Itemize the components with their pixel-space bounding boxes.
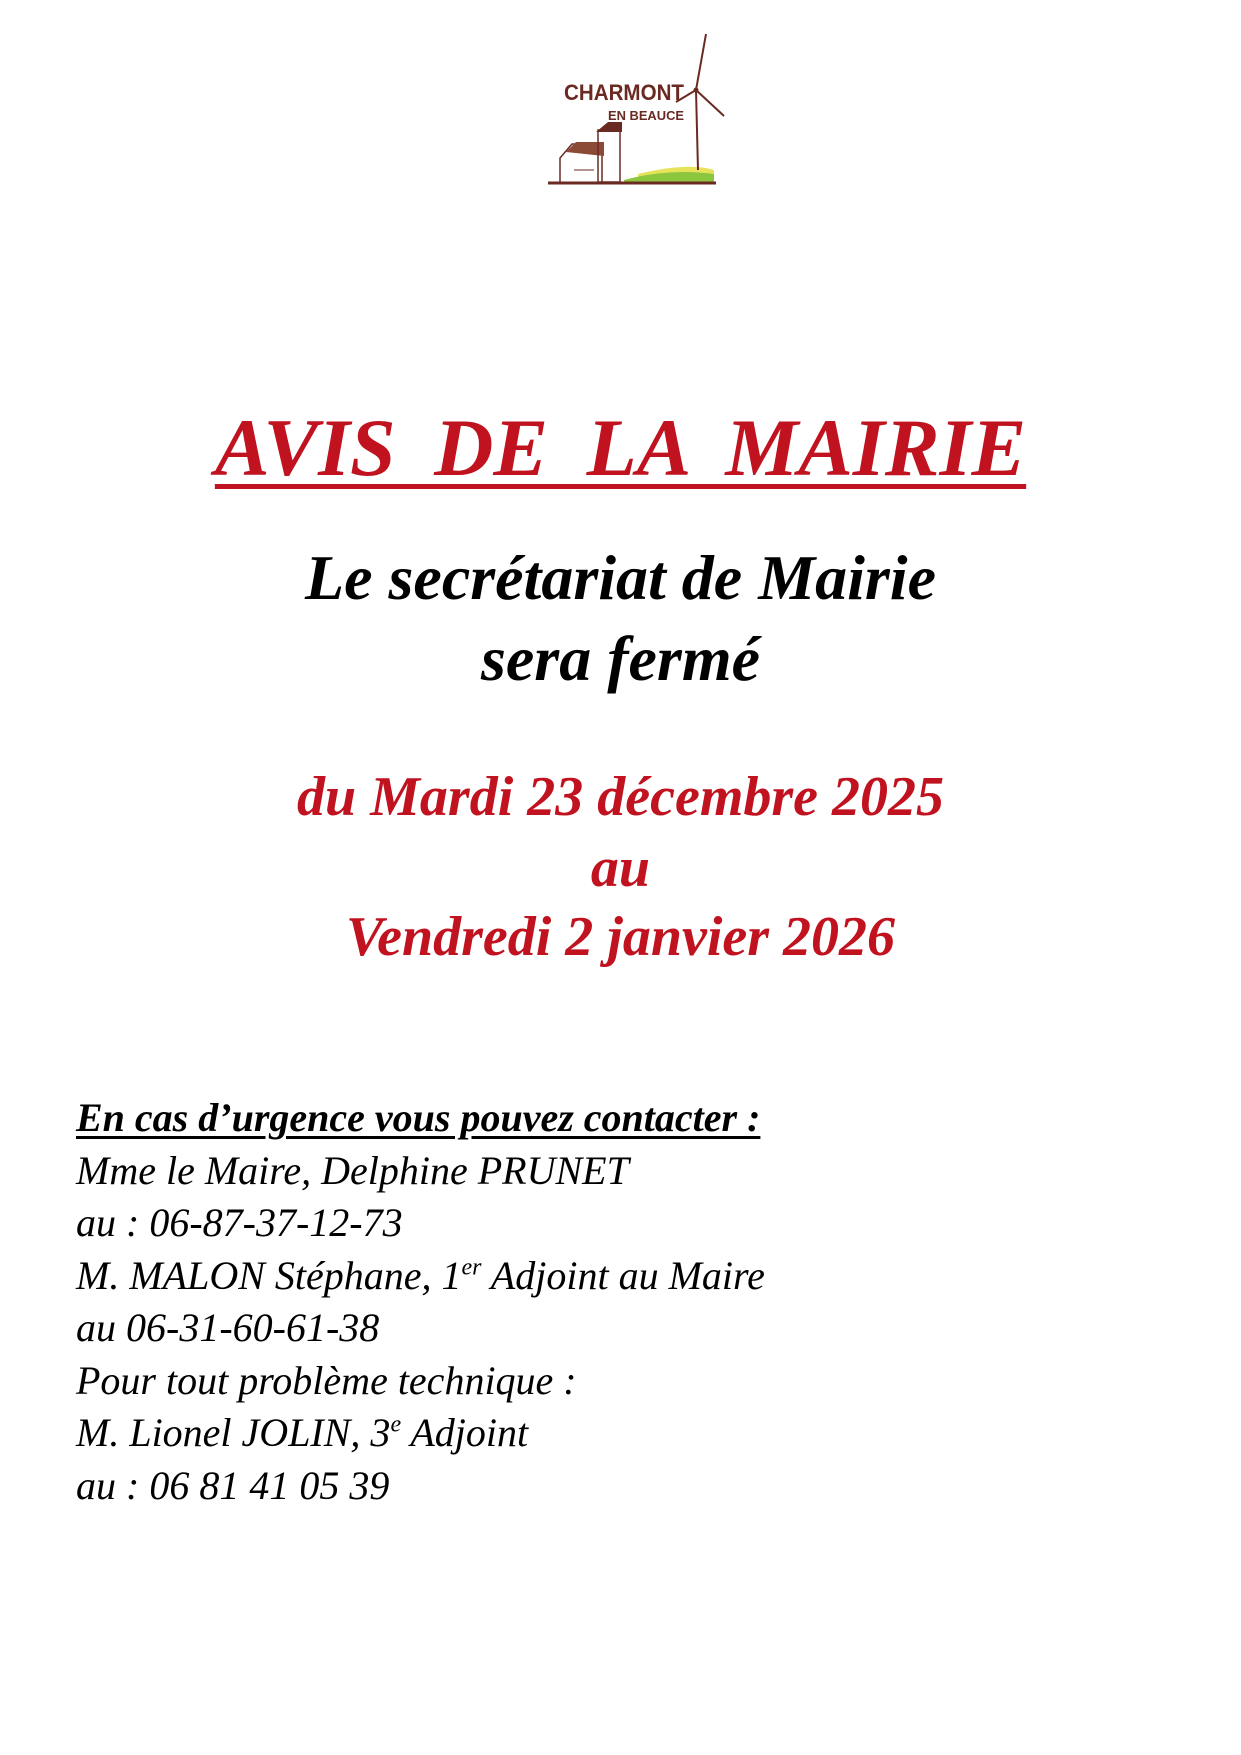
notice-title bbox=[0, 398, 1241, 498]
date-connector: au bbox=[590, 837, 651, 899]
subtitle-line1: Le secrétariat de Mairie bbox=[305, 542, 936, 613]
mayor-name: Mme le Maire, Delphine PRUNET bbox=[76, 1147, 629, 1193]
notice-title-text: AVIS DE LA MAIRIE bbox=[214, 402, 1027, 493]
contacts-block bbox=[76, 1092, 1176, 1512]
technical-heading: Pour tout problème technique : bbox=[76, 1357, 577, 1403]
subtitle-line2: sera fermé bbox=[480, 623, 761, 694]
deputy1-name bbox=[76, 1250, 1176, 1303]
deputy3-ordinal: e bbox=[390, 1411, 402, 1438]
contacts-heading: En cas d’urgence vous pouvez contacter : bbox=[76, 1095, 761, 1140]
date-start: du Mardi 23 décembre 2025 bbox=[296, 766, 945, 828]
mayor-phone: au : 06-87-37-12-73 bbox=[76, 1200, 403, 1245]
deputy1-name-post: Adjoint au Maire bbox=[481, 1252, 765, 1298]
deputy3-phone: au : 06 81 41 05 39 bbox=[76, 1462, 390, 1508]
deputy1-ordinal: er bbox=[461, 1254, 482, 1281]
logo-line2: EN BEAUCE bbox=[608, 108, 685, 123]
date-end: Vendredi 2 janvier 2026 bbox=[345, 906, 896, 968]
charmont-logo bbox=[538, 24, 758, 194]
windmill-house-logo-icon bbox=[538, 24, 758, 194]
deputy3-name bbox=[76, 1407, 1176, 1460]
deputy1-phone: au 06-31-60-61-38 bbox=[76, 1305, 380, 1350]
deputy3-name-post: Adjoint bbox=[401, 1410, 529, 1455]
deputy3-name-pre: M. Lionel JOLIN, 3 bbox=[76, 1410, 391, 1455]
logo-line1: CHARMONT bbox=[564, 80, 685, 105]
deputy1-name-pre: M. MALON Stéphane, 1 bbox=[76, 1252, 462, 1298]
